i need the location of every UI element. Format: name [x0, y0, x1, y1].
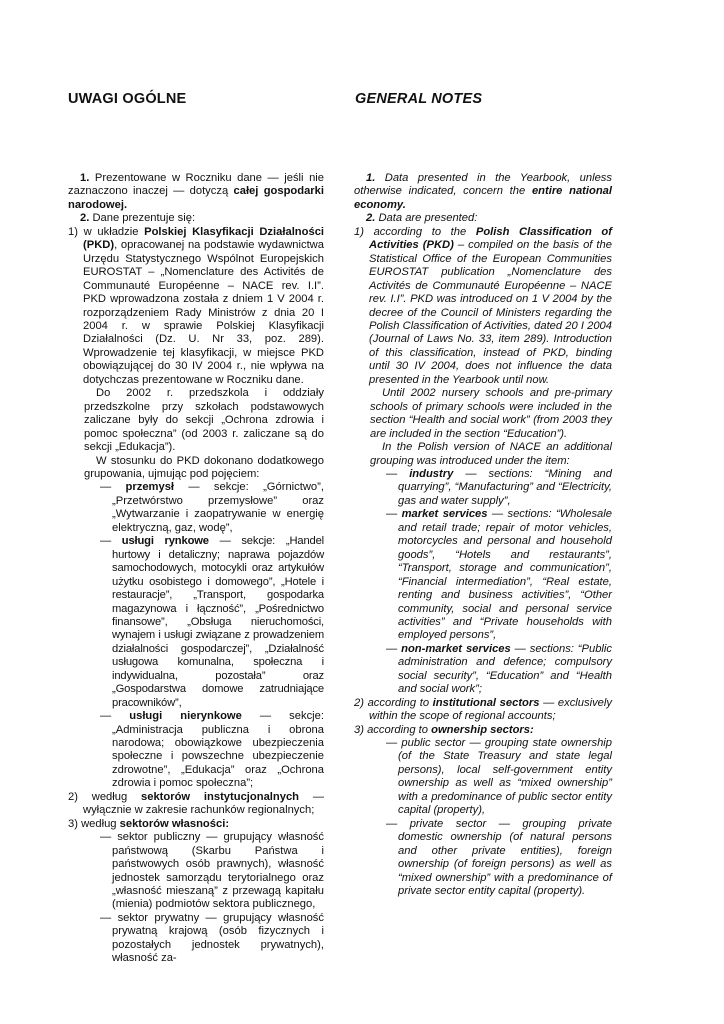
list-item-2: 2) according to institutional sectors — exclusively within the scope of regional accounts;	[354, 696, 612, 723]
dash-item: — non-market services — sections: “Public administration and defence; compulsory social security”, “Education” and “Health and social work”;	[386, 642, 613, 696]
bold-phrase: Polish Classification of Activities (PKD)	[369, 225, 612, 252]
paragraph-number: 1.	[366, 172, 376, 184]
dash-item: — przemysł — sekcje: „Górnictwo”, „Przetwórstwo przemysłowe” oraz „Wytwarzanie i zaopatrywanie w energię elektryczną, gaz, wodę”,	[100, 481, 324, 534]
page-title-english: GENERAL NOTES	[355, 91, 483, 107]
list-item-3: 3) według sektorów własności: — sektor publiczny — grupujący własność państwową (Skarbu Państwa i państwowych osób prawnych), własność jednostek samorządu terytorialnego oraz „własność mieszaną” z przewagą kapitału (mienia) podmiotów sektora publicznego, — sektor prywatny — grupujący własność prywatną krajową (osób fizycznych i pozostałych jednostek prywatnych), własność za-	[68, 817, 324, 965]
bold-phrase: institutional sectors	[432, 696, 540, 709]
list-item-2: 2) według sektorów instytucjonalnych — wyłącznie w zakresie rachunków regionalnych;	[68, 790, 325, 817]
dash-item: — sektor prywatny — grupujący własność prywatną krajową (osób fizycznych i pozostałych jednostek prywatnych), własność za-	[100, 911, 324, 965]
dash-item: — industry — sections: “Mining and quarrying”, “Manufacturing” and “Electricity, gas and water supply”,	[386, 467, 612, 507]
paragraph-2: 2. Dane prezentuje się:	[80, 212, 196, 225]
paragraph-2: 2. Data are presented:	[366, 212, 478, 225]
english-column	[354, 172, 612, 898]
bold-phrase: entire national economy.	[354, 185, 612, 211]
paragraph-1: 1. Data presented in the Yearbook, unless otherwise indicated, concern the entire national economy.	[354, 172, 612, 211]
paragraph-number: 2.	[366, 212, 376, 225]
bold-phrase: całej gospodarki narodowej.	[68, 185, 324, 211]
bold-phrase: sektorów instytucjonalnych	[141, 790, 300, 803]
paragraph-number: 2.	[80, 212, 90, 225]
polish-column	[68, 172, 324, 966]
page-title-polish: UWAGI OGÓLNE	[68, 91, 187, 107]
dash-item: — usługi rynkowe — sekcje: „Handel hurtowy i detaliczny; naprawa pojazdów samochodowych, motocykli oraz artykułów użytku osobistego i domowego”, „Hotele i restauracje”, „Transport, gospodarka magazynowa i łączność”, „Pośrednictwo finansowe”, „Obsługa nieruchomości, wynajem i usługi związane z prowadzeniem działalności gospodarczej”, „Działalność usługowa komunalna, społeczna i indywidualna, pozostała” oraz „Gospodarstwa domowe zatrudniające pracowników”,	[100, 535, 324, 709]
dash-item: — usługi nierynkowe — sekcje: „Administracja publiczna i obrona narodowa; obowiązkowe ubezpieczenia społeczne i powszechne ubezpieczenie zdrowotne”, „Edukacja” oraz „Ochrona zdrowia i pomoc społeczna”;	[100, 710, 324, 790]
dash-item: — public sector — grouping state ownership (of the State Treasury and state legal persons), local self-government entity ownership as well as “mixed ownership” with a predominance of public sector entity capital (property),	[386, 737, 613, 817]
paragraph-number: 1.	[80, 172, 90, 184]
list-item-1: 1) w układzie Polskiej Klasyfikacji Działalności (PKD), opracowanej na podstawie wydawnictwa Urzędu Statystycznego Wspólnot Europejskich EUROSTAT – „Nomenclature des Activités de Communauté Européenne – NACE rev. I.I”. PKD wprowadzona została z dniem 1 V 2004 r. rozporządzeniem Rady Ministrów z dnia 20 I 2004 r. w sprawie Polskiej Klasyfikacji Działalności (Dz. U. Nr 33, poz. 289). Wprowadzenie tej klasyfikacji, w miejsce PKD obowiązującej do 30 IV 2004 r., nie wpływa na dotychczas prezentowane w Roczniku dane. Do 2002 r. przedszkola i oddziały przedszkolne przy szkołach podstawowych zaliczane były do sekcji „Ochrona zdrowia i pomoc społeczna” (od 2003 r. zaliczane są do sekcji „Edukacja”). W stosunku do PKD dokonano dodatkowego grupowania, ujmując pod pojęciem: — przemysł — sekcje: „Górnictwo”, „Przetwórstwo przemysłowe” oraz „Wytwarzanie i zaopatrywanie w energię elektryczną, gaz, wodę”, — usługi rynkowe — sekcje: „Handel hurtowy i detaliczny; naprawa pojazdów samochodowych, motocykli oraz artykułów użytku osobistego i domowego”, „Hotele i restauracje”, „Transport, gospodarka magazynowa i łączność”, „Pośrednictwo finansowe”, „Obsługa nieruchomości, wynajem i usługi związane z prowadzeniem działalności gospodarczej”, „Działalność usługowa komunalna, społeczna i indywidualna, pozostała” oraz „Gospodarstwa domowe zatrudniające pracowników”, — usługi nierynkowe — sekcje: „Administracja publiczna i obrona narodowa; obowiązkowe ubezpieczenia społeczne i powszechne ubezpieczenie zdrowotne”, „Edukacja” oraz „Ochrona zdrowia i pomoc społeczna”;	[68, 225, 325, 790]
bold-phrase: ownership sectors:	[431, 723, 534, 736]
dash-item: — sektor publiczny — grupujący własność państwową (Skarbu Państwa i państwowych osób prawnych), własność jednostek samorządu terytorialnego oraz „własność mieszaną” z przewagą kapitału (mienia) podmiotów sektora publicznego,	[100, 831, 324, 911]
dash-item: — market services — sections: “Wholesale and retail trade; repair of motor vehicles, motorcycles and personal and household goods”, “Hotels and restaurants”, “Transport, storage and communication”, “Financial intermediation”, “Real estate, renting and business activities”, “Other community, social and personal service activities” and “Private households with employed persons”,	[386, 508, 612, 642]
dash-item: — private sector — grouping private domestic ownership (of natural persons and other private entities), foreign ownership (of foreign persons) as well as “mixed ownership” with a predominance of private sector entity capital (property).	[386, 817, 612, 898]
bold-phrase: sektorów własności:	[119, 817, 230, 830]
paragraph-1: 1. Prezentowane w Roczniku dane — jeśli nie zaznaczono inaczej — dotyczą całej gospodarki narodowej.	[68, 172, 324, 211]
list-item-1: 1) according to the Polish Classification of Activities (PKD) – compiled on the basis of the Statistical Office of the European Communities EUROSTAT publication „Nomenclature des Activités de Communauté Européenne – NACE rev. I.I”. PKD was introduced on 1 V 2004 by the decree of the Council of Ministers regarding the Polish Classification of Activities, dated 20 I 2004 (Journal of Laws No. 33, item 289). Introduction of this classification, instead of PKD, binding until 30 IV 2004, does not influence the data presented in the Yearbook until now. Until 2002 nursery schools and pre-primary schools of primary schools were included in the section “Health and social work” (from 2003 they are included in the section “Education”). In the Polish version of NACE an additional grouping was introduced under the item: — industry — sections: “Mining and quarrying”, “Manufacturing” and “Electricity, gas and water supply”, — market services — sections: “Wholesale and retail trade; repair of motor vehicles, motorcycles and personal and household goods”, “Hotels and restaurants”, “Transport, storage and communication”, “Financial intermediation”, “Real estate, renting and business activities”, “Other community, social and personal service activities” and “Private households with employed persons”, — non-market services — sections: “Public administration and defence; compulsory social security”, “Education” and “Health and social work”;	[354, 225, 613, 696]
bold-phrase: Polskiej Klasyfikacji Działalności (PKD)	[83, 225, 325, 252]
list-item-3: 3) according to ownership sectors: — public sector — grouping state ownership (of the State Treasury and state legal persons), local self-government entity ownership as well as “mixed ownership” with a predominance of public sector entity capital (property), — private sector — grouping private domestic ownership (of natural persons and other private entities), foreign ownership (of foreign persons) as well as “mixed ownership” with a predominance of private sector entity capital (property).	[354, 723, 613, 898]
